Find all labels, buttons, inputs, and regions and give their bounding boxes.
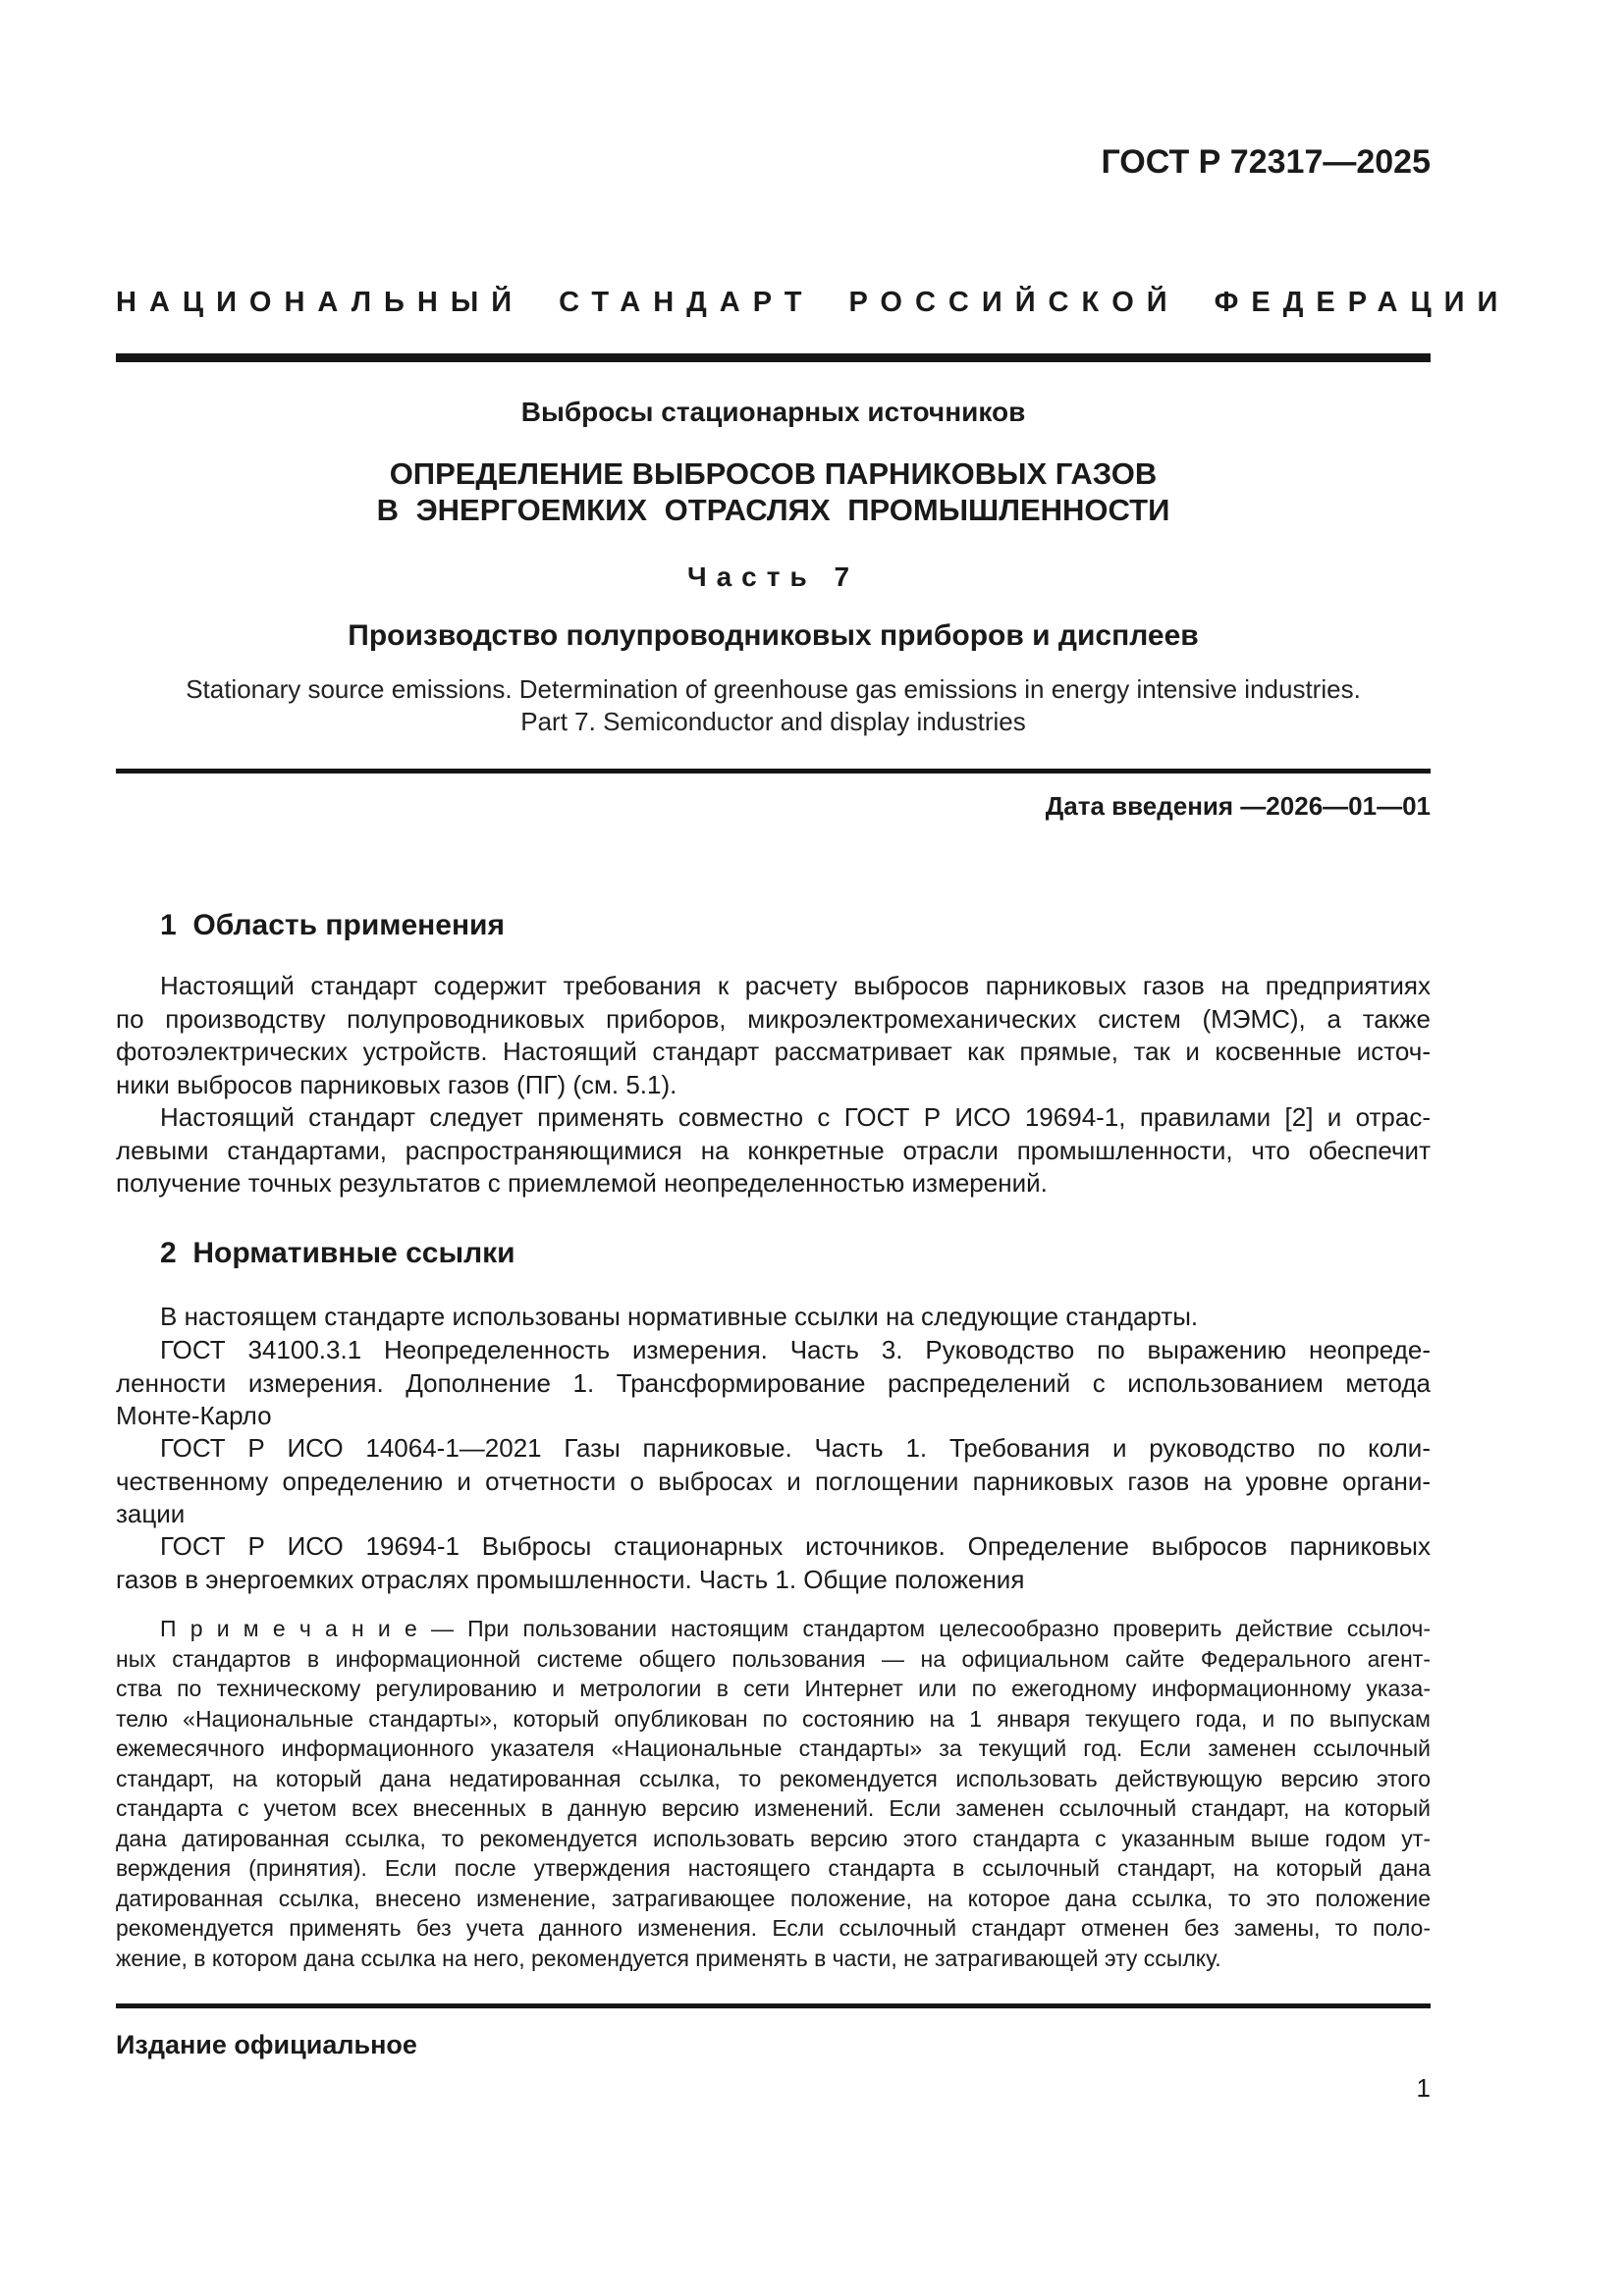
text-line: ники выбросов парниковых газов (ПГ) (см. 5.1). <box>116 1069 677 1099</box>
text-line: по производству полупроводниковых приборов, микроэлектромеханических систем (МЭМС), а также <box>116 1003 1431 1034</box>
section-2-heading: 2 Нормативные ссылки <box>160 1237 515 1269</box>
text-line: верждения (принятия). Если после утверждения настоящего стандарта в ссылочный стандарт, на который дана <box>116 1855 1431 1881</box>
standard-type-heading: НАЦИОНАЛЬНЫЙ СТАНДАРТ РОССИЙСКОЙ ФЕДЕРАЦИИ <box>116 287 1511 318</box>
text-line: Настоящий стандарт следует применять совместно с ГОСТ Р ИСО 19694-1, правилами [2] и отрас- <box>160 1102 1431 1132</box>
text-line: П р и м е ч а н и е — При пользовании настоящим стандартом целесообразно проверить действие ссылоч- <box>160 1616 1431 1641</box>
reference-gost-iso-19694 <box>116 1530 1431 1596</box>
section-1-paragraph-1 <box>116 970 1431 1101</box>
title-english-line2: Part 7. Semiconductor and display industries <box>520 707 1026 736</box>
text-line: Настоящий стандарт содержит требования к расчету выбросов парниковых газов на предприятиях <box>160 971 1431 1000</box>
text-line: датированная ссылка, внесено изменение, затрагивающее положение, на которое дана ссылка, то это положение <box>116 1885 1431 1911</box>
text-line: стандарт, на который дана недатированная ссылка, то рекомендуется использовать действующую версию этого <box>116 1765 1431 1791</box>
text-line: фотоэлектрических устройств. Настоящий стандарт рассматривает как прямые, так и косвенные источ- <box>116 1037 1431 1066</box>
divider-rule-top <box>116 353 1431 362</box>
text-line: ГОСТ Р ИСО 19694-1 Выбросы стационарных источников. Определение выбросов парниковых <box>160 1531 1431 1561</box>
section-2-intro <box>116 1301 1431 1334</box>
edition-note: Издание официальное <box>116 2030 417 2059</box>
text-line: дана датированная ссылка, то рекомендуется использовать версию этого стандарта с указанным выше годом ут- <box>116 1825 1431 1851</box>
doc-number: ГОСТ Р 72317—2025 <box>1101 143 1431 181</box>
text-line: жение, в котором дана ссылка на него, рекомендуется применять в части, не затрагивающей эту ссылку. <box>116 1945 1221 1971</box>
group-title: Выбросы стационарных источников <box>520 397 1026 427</box>
part-title: Производство полупроводниковых приборов и дисплеев <box>348 619 1199 652</box>
title-english <box>116 673 1431 738</box>
reference-gost-34100 <box>116 1334 1431 1433</box>
section-1-heading: 1 Область применения <box>160 909 506 941</box>
part-label: Часть 7 <box>686 561 860 592</box>
text-line: чественному определению и отчетности о выбросах и поглощении парниковых газов на уровне органи- <box>116 1466 1431 1496</box>
text-line: телю «Национальные стандарты», который опубликован по состоянию на 1 января текущего года, и по выпускам <box>116 1705 1431 1732</box>
title-english-line1: Stationary source emissions. Determination of greenhouse gas emissions in energy intensive industries. <box>186 674 1361 704</box>
main-title-line2: В ЭНЕРГОЕМКИХ ОТРАСЛЯХ ПРОМЫШЛЕННОСТИ <box>376 493 1170 527</box>
text-line: ства по техническому регулированию и метрологии в сети Интернет или по ежегодному информационному указа- <box>116 1676 1431 1701</box>
reference-gost-iso-14064 <box>116 1432 1431 1531</box>
divider-rule-bottom <box>116 2003 1431 2008</box>
text-line: В настоящем стандарте использованы нормативные ссылки на следующие стандарты. <box>160 1302 1199 1331</box>
text-line: левыми стандартами, распространяющимися на конкретные отрасли промышленности, что обеспечит <box>116 1135 1431 1165</box>
text-line: ных стандартов в информационной системе общего пользования — на официальном сайте Федерального агент- <box>116 1645 1431 1672</box>
page-number: 1 <box>1416 2073 1431 2103</box>
divider-rule-middle <box>116 769 1431 774</box>
text-line: зации <box>116 1499 186 1528</box>
text-line: газов в энергоемких отраслях промышленности. Часть 1. Общие положения <box>116 1564 1025 1594</box>
main-title-line1: ОПРЕДЕЛЕНИЕ ВЫБРОСОВ ПАРНИКОВЫХ ГАЗОВ <box>389 456 1158 491</box>
main-title <box>116 455 1431 528</box>
section-1-paragraph-2 <box>116 1101 1431 1201</box>
text-line: ГОСТ Р ИСО 14064-1—2021 Газы парниковые. Часть 1. Требования и руководство по коли- <box>160 1433 1431 1463</box>
text-line: Монте-Карло <box>116 1401 272 1430</box>
text-line: ежемесячного информационного указателя «Национальные стандарты» за текущий год. Если заменен ссылочный <box>116 1735 1431 1761</box>
text-line: ленности измерения. Дополнение 1. Трансформирование распределений с использованием метода <box>116 1367 1431 1398</box>
text-line: ГОСТ 34100.3.1 Неопределенность измерения. Часть 3. Руководство по выражению неопреде- <box>160 1335 1431 1364</box>
effective-date: Дата введения —2026—01—01 <box>1045 791 1431 821</box>
note-paragraph <box>116 1614 1431 1973</box>
text-line: стандарта с учетом всех внесенных в данную версию изменений. Если заменен ссылочный стандарт, на который <box>116 1795 1431 1821</box>
text-line: рекомендуется применять без учета данного изменения. Если ссылочный стандарт отменен без замены, то поло- <box>116 1915 1431 1941</box>
text-line: получение точных результатов с приемлемой неопределенностью измерений. <box>116 1168 1048 1198</box>
